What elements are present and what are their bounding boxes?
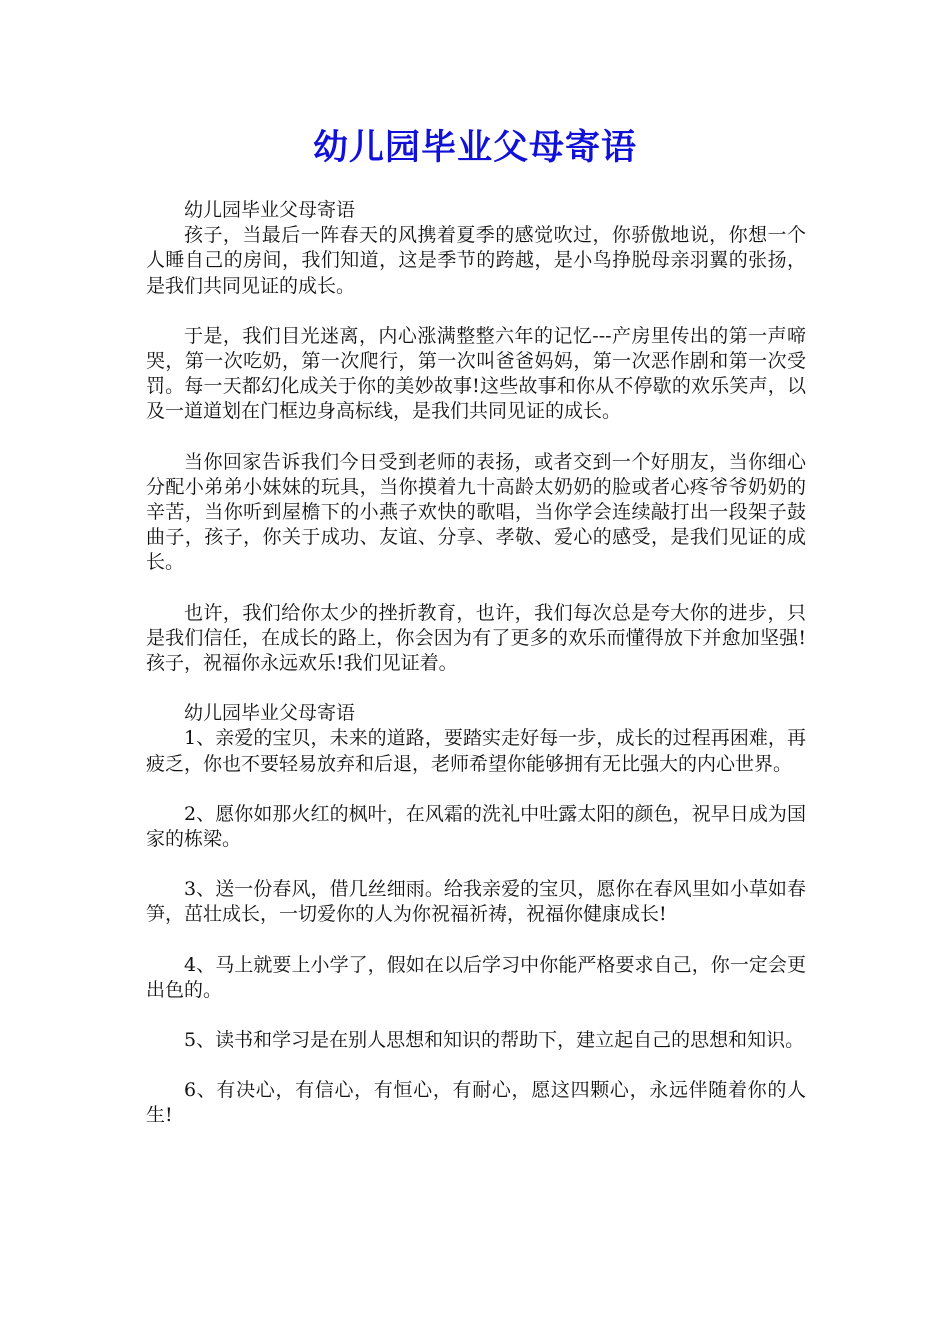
paragraph-gap <box>146 852 806 877</box>
paragraph-gap <box>146 576 806 601</box>
section-heading: 幼儿园毕业父母寄语 <box>184 702 356 725</box>
paragraph-gap <box>146 777 806 802</box>
paragraph-gap <box>146 1053 806 1078</box>
paragraph: 当你回家告诉我们今日受到老师的表扬，或者交到一个好朋友，当你细心分配小弟弟小妹妹的玩具，当你摸着九十高龄太奶奶的脸或者心疼爷爷奶奶的辛苦，当你听到屋檐下的小燕子欢快的歌唱，当你学会连续敲打出一段架子鼓曲子，孩子，你关于成功、友谊、分享、孝敬、爱心的感受，是我们见证的成长。 <box>146 450 806 574</box>
wish-item: 6、有决心，有信心，有恒心，有耐心，愿这四颗心，永远伴随着你的人生! <box>146 1079 806 1127</box>
wish-item: 5、读书和学习是在别人思想和知识的帮助下，建立起自己的思想和知识。 <box>184 1029 805 1052</box>
paragraph-gap <box>146 425 806 450</box>
paragraph: 于是，我们目光迷离，内心涨满整整六年的记忆---产房里传出的第一声啼哭，第一次吃奶，第一次爬行，第一次叫爸爸妈妈，第一次恶作剧和第一次受罚。每一天都幻化成关于你的美妙故事!这些故事和你从不停歇的欢乐笑声，以及一道道划在门框边身高标线，是我们共同见证的成长。 <box>146 324 806 423</box>
wish-item: 2、愿你如那火红的枫叶，在风霜的洗礼中吐露太阳的颜色，祝早日成为国家的栋梁。 <box>146 802 806 851</box>
document-title: 幼儿园毕业父母寄语 <box>312 127 637 168</box>
wish-item: 3、送一份春风，借几丝细雨。给我亲爱的宝贝，愿你在春风里如小草如春笋，茁壮成长，一切爱你的人为你祝福祈祷，祝福你健康成长! <box>146 878 806 926</box>
paragraph: 也许，我们给你太少的挫折教育，也许，我们每次总是夸大你的进步，只是我们信任，在成长的路上，你会因为有了更多的欢乐而懂得放下并愈加坚强!孩子，祝福你永远欢乐!我们见证着。 <box>146 601 806 675</box>
paragraph: 孩子，当最后一阵春天的风携着夏季的感觉吹过，你骄傲地说，你想一个人睡自己的房间，我们知道，这是季节的跨越，是小鸟挣脱母亲羽翼的张扬，是我们共同见证的成长。 <box>146 224 806 297</box>
paragraph-gap <box>146 299 806 324</box>
document-body <box>146 198 806 1129</box>
paragraph-gap <box>146 1003 806 1028</box>
paragraph-gap <box>146 928 806 953</box>
section-heading: 幼儿园毕业父母寄语 <box>184 199 356 221</box>
paragraph-gap <box>146 676 806 701</box>
wish-item: 4、马上就要上小学了，假如在以后学习中你能严格要求自己，你一定会更出色的。 <box>146 953 806 1001</box>
wish-item: 1、亲爱的宝贝，未来的道路，要踏实走好每一步，成长的过程再困难，再疲乏，你也不要轻易放弃和后退，老师希望你能够拥有无比强大的内心世界。 <box>146 727 806 775</box>
